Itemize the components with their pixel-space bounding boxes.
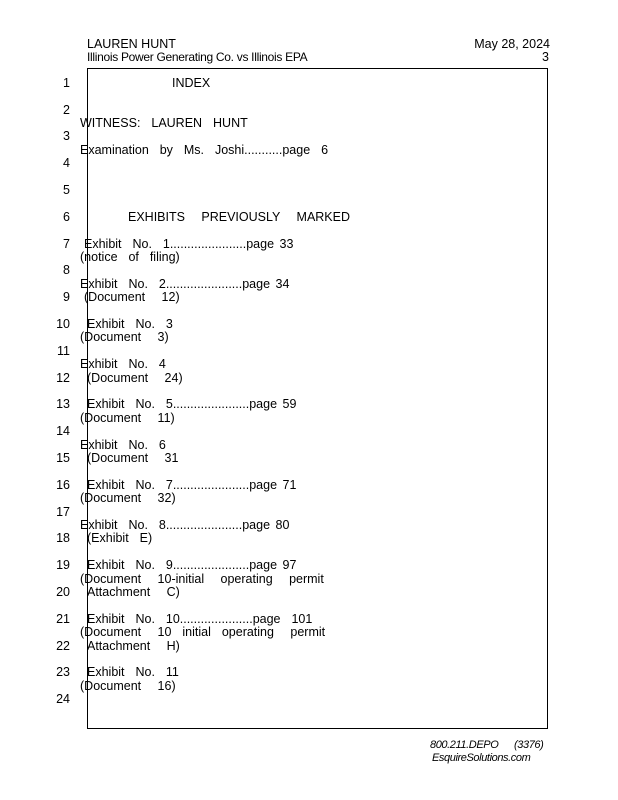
exhibit-line: (Document 16) [80,679,176,693]
exhibit-line: Attachment H) [87,639,180,653]
exhibit-line: (Document 12) [84,290,180,304]
case-title: Illinois Power Generating Co. vs Illinois EPA [87,50,308,64]
exhibits-heading: EXHIBITS PREVIOUSLY MARKED [128,210,351,224]
line-number: 10 [56,317,70,331]
exhibit-line: (Exhibit E) [87,531,153,545]
page-number: 3 [542,50,549,64]
exhibit-line: Exhibit No. 8......................page 80 [80,518,290,532]
exhibit-line: Exhibit No. 10.....................page 101 [87,612,313,626]
footer-website: EsquireSolutions.com [432,752,531,764]
line-number: 21 [56,612,70,626]
line-number: 9 [63,290,70,304]
footer-phone: 800.211.DEPO [430,739,499,751]
witness-name-header: LAUREN HUNT [87,37,176,51]
index-title: INDEX [172,76,211,90]
exhibit-line: Exhibit No. 3 [87,317,173,331]
line-number: 11 [57,344,70,358]
line-number: 18 [56,531,70,545]
line-number: 15 [56,451,70,465]
exhibit-line: Exhibit No. 7......................page 71 [87,478,297,492]
line-number: 2 [63,103,70,117]
line-number: 13 [56,397,70,411]
exhibit-line: Exhibit No. 6 [80,438,166,452]
exhibit-line: (notice of filing) [80,250,180,264]
exhibit-line: Exhibit No. 2......................page 34 [80,277,290,291]
witness-line: WITNESS: LAUREN HUNT [80,116,248,130]
exhibit-line: Attachment C) [87,585,180,599]
line-number: 19 [56,558,70,572]
exhibit-line: Exhibit No. 4 [80,357,166,371]
exhibit-line: (Document 31 [87,451,179,465]
exhibit-line: (Document 24) [87,371,183,385]
line-number: 3 [63,129,70,143]
exhibit-line: (Document 11) [80,411,175,425]
examination-line: Examination by Ms. Joshi...........page 6 [80,143,329,157]
exhibit-line: (Document 10-initial operating permit [80,572,324,586]
footer-phone-ext: (3376) [514,739,544,751]
line-number: 4 [63,156,70,170]
line-number: 16 [56,478,70,492]
line-number: 23 [56,665,70,679]
exhibit-line: Exhibit No. 9......................page 97 [87,558,297,572]
line-number: 5 [63,183,70,197]
line-number: 8 [63,263,70,277]
line-number: 20 [56,585,70,599]
line-number: 22 [56,639,70,653]
exhibit-line: (Document 3) [80,330,169,344]
exhibit-line: Exhibit No. 1......................page 33 [84,237,294,251]
exhibit-line: (Document 10 initial operating permit [80,625,326,639]
deposition-date: May 28, 2024 [474,37,550,51]
exhibit-line: Exhibit No. 5......................page 59 [87,397,297,411]
line-number: 17 [56,505,70,519]
line-number: 7 [63,237,70,251]
exhibit-line: (Document 32) [80,491,176,505]
exhibit-line: Exhibit No. 11 [87,665,179,679]
line-number: 14 [56,424,70,438]
line-number: 24 [56,692,70,706]
line-number: 12 [56,371,70,385]
line-number: 6 [63,210,70,224]
line-number: 1 [63,76,70,90]
